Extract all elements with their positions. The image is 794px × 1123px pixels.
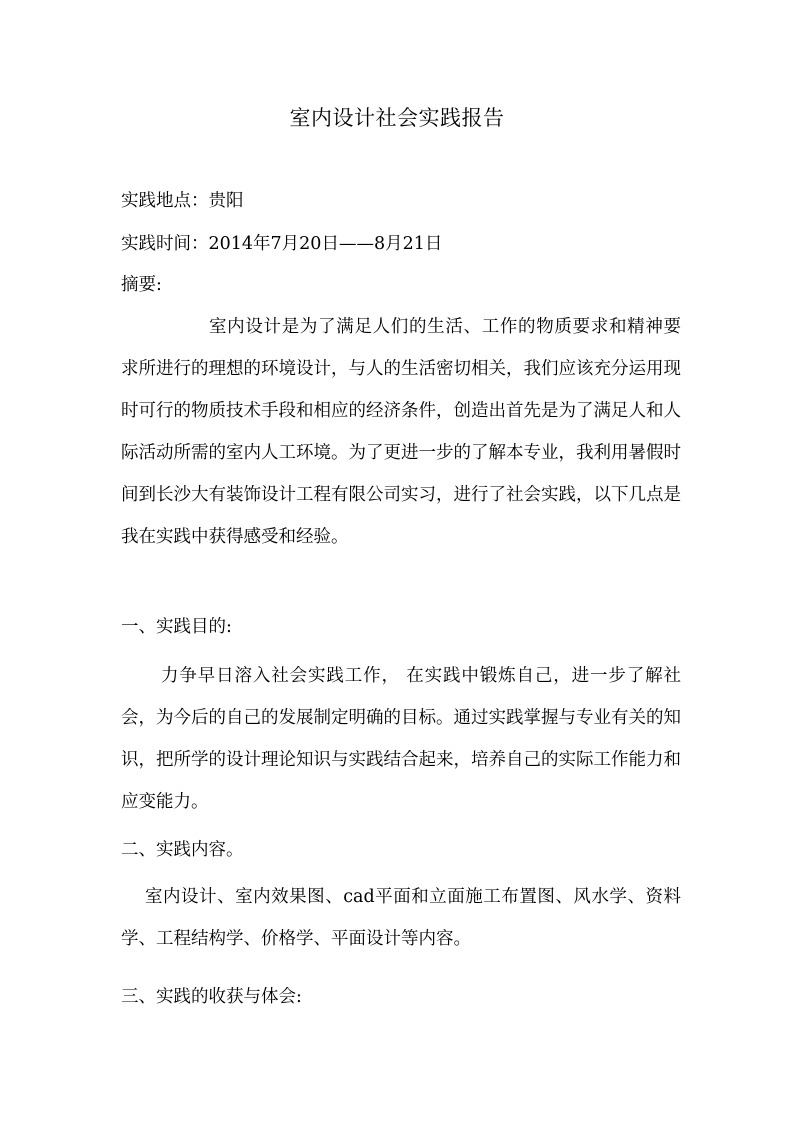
page-title: 室内设计社会实践报告: [289, 106, 505, 130]
section-content-heading: 二、实践内容。: [121, 840, 244, 860]
section-purpose-heading: 一、实践目的:: [121, 617, 232, 637]
abstract-label: 摘要:: [121, 275, 162, 295]
abstract-paragraph: 室内设计是为了满足人们的生活、工作的物质要求和精神要求所进行的理想的环境设计，与人的生活密切相关，我们应该充分运用现时可行的物质技术手段和相应的经济条件，创造出首先是为了满足人和人际活动所需的室内人工环境。为了更进一步的了解本专业，我利用暑假时间到长沙大有装饰设计工程有限公司实习，进行了社会实践，以下几点是我在实践中获得感受和经验。: [121, 317, 681, 547]
location-line: 实践地点：贵阳: [121, 191, 244, 211]
section-purpose-paragraph: 力争早日溶入社会实践工作， 在实践中锻炼自己，进一步了解社会，为今后的自己的发展制定明确的目标。通过实践掌握与专业有关的知识，把所学的设计理论知识与实践结合起来，培养自己的实际工作能力和应变能力。: [121, 666, 681, 812]
section-gains-heading: 三、实践的收获与体会:: [121, 987, 302, 1007]
time-line: 实践时间：2014年7月20日——8月21日: [121, 234, 443, 254]
section-content-paragraph: 室内设计、室内效果图、cad平面和立面施工布置图、风水学、资料学、工程结构学、价格学、平面设计等内容。: [121, 887, 681, 949]
